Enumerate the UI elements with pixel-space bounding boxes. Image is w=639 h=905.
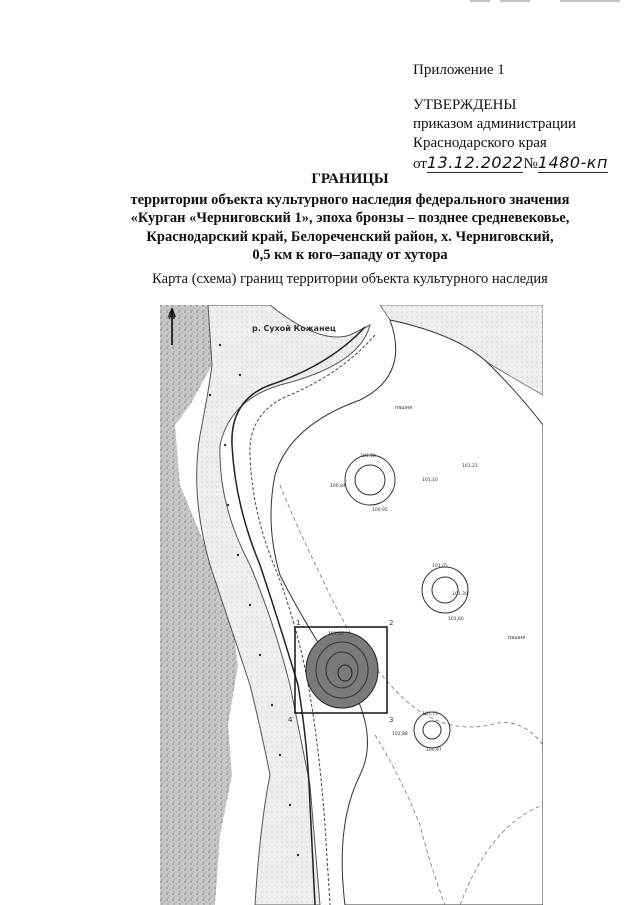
corner-1-label: 1: [296, 619, 301, 627]
title-line-4: 0,5 км к юго–западу от хутора: [252, 247, 448, 263]
title-line-2: «Курган «Черниговский 1», эпоха бронзы – позднее средневековье,: [130, 210, 570, 226]
field-label-2: пашня: [508, 635, 526, 641]
field-label-1: пашня: [395, 405, 413, 411]
date-prefix: от: [413, 156, 427, 172]
title-line-1: территории объекта культурного наследия федерального значения: [130, 191, 570, 208]
boundary-map: [160, 305, 543, 905]
north-label: N: [168, 312, 176, 322]
elevation-10: 101,88: [392, 732, 408, 737]
elevation-11: 101,75: [422, 712, 438, 717]
handwritten-number: 1480-кп: [537, 153, 608, 172]
map-svg: [160, 305, 543, 905]
map-caption: Карта (схема) границ территории объекта культурного наследия: [152, 271, 548, 287]
elevation-1: 101,18: [360, 454, 376, 459]
corner-2-label: 2: [389, 619, 394, 627]
corner-4-label: 4: [288, 716, 293, 724]
title-heading: ГРАНИЦЫ: [311, 171, 389, 187]
approval-block: [413, 96, 608, 174]
elevation-4: 101,10: [422, 478, 438, 483]
number-prefix: №: [523, 156, 538, 172]
approved-title: УТВЕРЖДЕНЫ: [413, 97, 517, 113]
top-edge-marks: [470, 0, 630, 4]
handwritten-date: 13.12.2022: [426, 153, 524, 172]
document-title: [60, 170, 639, 265]
approved-line-2: Краснодарского края: [413, 135, 547, 151]
elevation-8: 101,30: [452, 592, 468, 597]
corner-3-label: 3: [389, 716, 394, 724]
river-label: р. Сухой Кожанец: [252, 324, 336, 333]
elevation-2: 100,84: [330, 484, 346, 489]
elevation-9: 101,60: [448, 617, 464, 622]
elevation-5: 101,21: [462, 464, 478, 469]
elevation-12: 100,97: [426, 748, 442, 753]
approved-line-1: приказом администрации: [413, 116, 577, 132]
elevation-3: 100,95: [372, 508, 388, 513]
appendix-label: Приложение 1: [413, 62, 505, 78]
elevation-6: 101,05: [432, 564, 448, 569]
title-line-3: Краснодарский край, Белореченский район, х. Черниговский,: [146, 228, 554, 245]
elevation-7: 101,50: [328, 632, 344, 637]
heritage-mound: [306, 632, 378, 708]
